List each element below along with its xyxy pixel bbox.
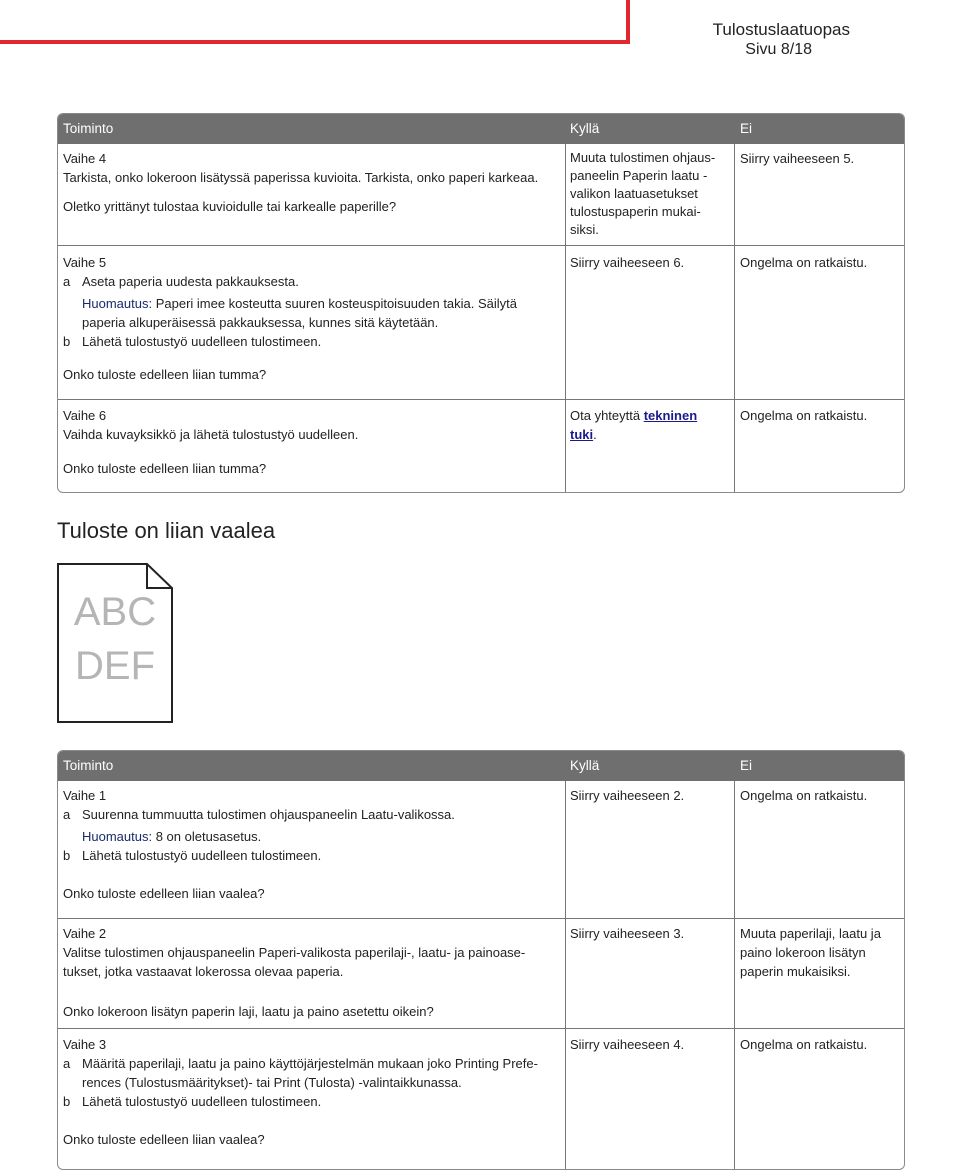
header-red-bar-vertical <box>626 0 630 44</box>
no-action: Ongelma on ratkaistu. <box>740 1037 868 1052</box>
table-row-step5 <box>58 246 904 400</box>
table-row-step6 <box>58 400 904 492</box>
item-text-cont: rences (Tulostusmääritykset)- tai Print (Tulosta) -valintaikkunassa. <box>82 1075 462 1090</box>
document-title: Tulostuslaatuopas <box>712 20 850 39</box>
contact-text: Ota yhteyttä <box>570 408 644 423</box>
item-text: Aseta paperia uudesta pakkauksesta. <box>82 274 299 289</box>
no-action: Ongelma on ratkaistu. <box>740 408 868 423</box>
step-text: Valitse tulostimen ohjauspaneelin Paperi-valikosta paperilaji-, laatu- ja painoase- <box>63 945 526 960</box>
item-text: Lähetä tulostustyö uudelleen tulostimeen. <box>82 334 322 349</box>
yes-action-line: siksi. <box>570 222 599 237</box>
tech-support-link[interactable]: tekninen <box>643 408 698 423</box>
header-yes: Kyllä <box>570 121 600 136</box>
no-action-line: Muuta paperilaji, laatu ja <box>740 926 881 941</box>
no-action-line: paino lokeroon lisätyn <box>740 945 866 960</box>
step-text-cont: tukset, jotka vastaavat lokerossa olevaa paperia. <box>63 964 344 979</box>
no-action: Ongelma on ratkaistu. <box>740 255 868 270</box>
yes-action-line: Muuta tulostimen ohjaus- <box>570 150 716 165</box>
no-action: Siirry vaiheeseen 5. <box>740 151 855 166</box>
item-label-b: b <box>63 1094 71 1109</box>
no-action-line: paperin mukaisiksi. <box>740 964 851 979</box>
step-text: Vaihda kuvayksikkö ja lähetä tulostustyö uudelleen. <box>63 427 359 442</box>
yes-action-line: paneelin Paperin laatu - <box>570 168 708 183</box>
note-text: Paperi imee kosteutta suuren kosteuspitoisuuden takia. Säilytä <box>152 296 518 311</box>
step-question: Oletko yrittänyt tulostaa kuvioidulle tai karkealle paperille? <box>63 199 397 214</box>
yes-action: Siirry vaiheeseen 2. <box>570 788 685 803</box>
item-text: Määritä paperilaji, laatu ja paino käyttöjärjestelmän mukaan joko Printing Prefe- <box>82 1056 538 1071</box>
header-action: Toiminto <box>63 758 114 773</box>
step-title: Vaihe 1 <box>63 788 107 803</box>
contact-suffix: . <box>593 427 597 442</box>
step-question: Onko lokeroon lisätyn paperin laji, laatu ja paino asetettu oikein? <box>63 1004 434 1019</box>
yes-action: Siirry vaiheeseen 3. <box>570 926 685 941</box>
header-red-bar-horizontal <box>0 40 626 44</box>
light-print-document-icon <box>57 563 175 725</box>
troubleshooting-table-light <box>57 750 905 1170</box>
yes-action-line: valikon laatuasetukset <box>570 186 698 201</box>
note-label: Huomautus: <box>82 829 153 844</box>
yes-action: Siirry vaiheeseen 4. <box>570 1037 685 1052</box>
illustration-text-line2: DEF <box>75 644 155 688</box>
table-row-step4 <box>58 144 904 246</box>
item-text: Lähetä tulostustyö uudelleen tulostimeen. <box>82 1094 322 1109</box>
step-title: Vaihe 3 <box>63 1037 107 1052</box>
step-title: Vaihe 6 <box>63 408 107 423</box>
item-label-a: a <box>63 807 71 822</box>
troubleshooting-table-dark <box>57 113 905 493</box>
header-yes: Kyllä <box>570 758 600 773</box>
header-no: Ei <box>740 758 753 773</box>
step-question: Onko tuloste edelleen liian vaalea? <box>63 886 265 901</box>
tech-support-link-cont[interactable]: tuki <box>570 427 594 442</box>
header-no: Ei <box>740 121 753 136</box>
note-text-cont: paperia alkuperäisessä pakkauksessa, kunnes sitä käytetään. <box>82 315 439 330</box>
section-title: Tuloste on liian vaalea <box>57 518 276 543</box>
no-action: Ongelma on ratkaistu. <box>740 788 868 803</box>
step-title: Vaihe 4 <box>63 151 107 166</box>
item-label-a: a <box>63 274 71 289</box>
table-header-row <box>58 114 904 144</box>
table-row-step2 <box>58 919 904 1029</box>
note-text: 8 on oletusasetus. <box>152 829 262 844</box>
note-label: Huomautus: <box>82 296 153 311</box>
item-text: Lähetä tulostustyö uudelleen tulostimeen. <box>82 848 322 863</box>
page-number: Sivu 8/18 <box>745 41 812 58</box>
illustration-text-line1: ABC <box>73 590 157 634</box>
item-label-b: b <box>63 848 71 863</box>
step-text: Tarkista, onko lokeroon lisätyssä paperissa kuvioita. Tarkista, onko paperi karkeaa. <box>63 170 539 185</box>
table-row-step1 <box>58 781 904 919</box>
item-text: Suurenna tummuutta tulostimen ohjauspaneelin Laatu-valikossa. <box>82 807 455 822</box>
step-title: Vaihe 5 <box>63 255 107 270</box>
item-label-a: a <box>63 1056 71 1071</box>
step-question: Onko tuloste edelleen liian tumma? <box>63 461 267 476</box>
header-action: Toiminto <box>63 121 114 136</box>
step-question: Onko tuloste edelleen liian tumma? <box>63 367 267 382</box>
yes-action-line: tulostuspaperin mukai- <box>570 204 701 219</box>
yes-action: Siirry vaiheeseen 6. <box>570 255 685 270</box>
item-label-b: b <box>63 334 71 349</box>
step-question: Onko tuloste edelleen liian vaalea? <box>63 1132 265 1147</box>
table-header-row <box>58 751 904 781</box>
step-title: Vaihe 2 <box>63 926 107 941</box>
table-row-step3 <box>58 1029 904 1169</box>
